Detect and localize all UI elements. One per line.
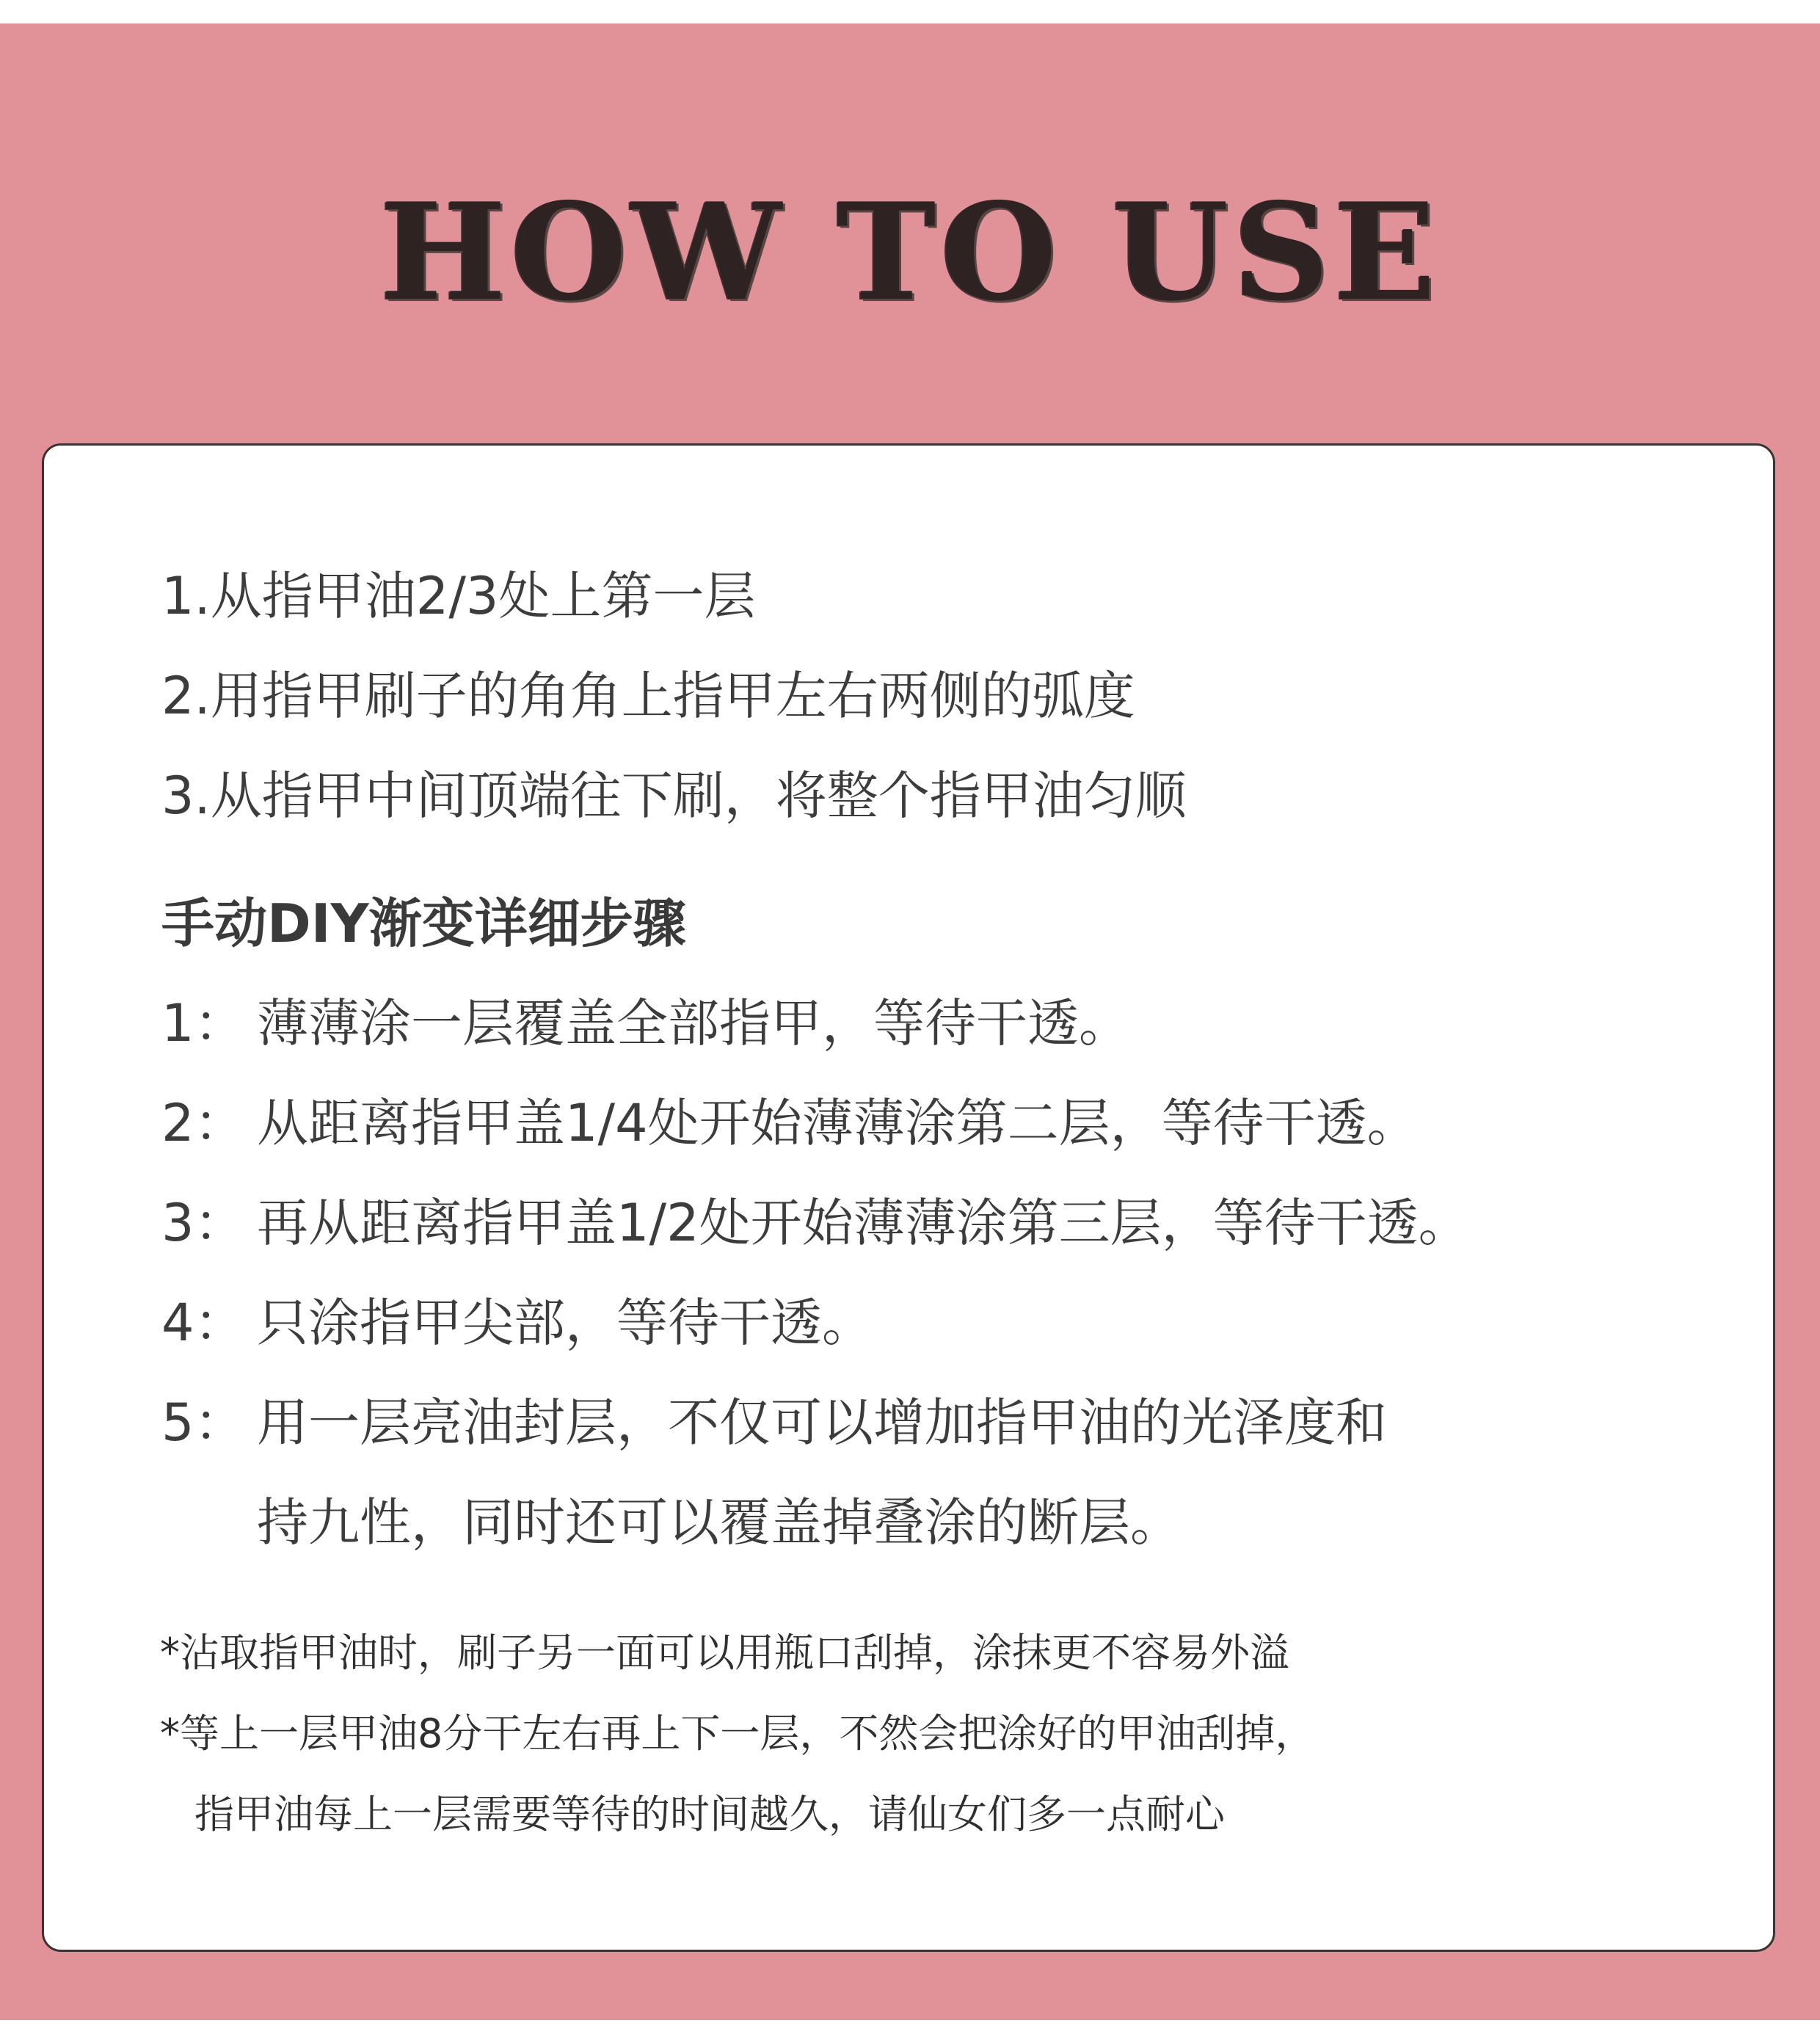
diy-step-number: 3： — [161, 1193, 246, 1253]
diy-step-text: 再从距离指甲盖1/2处开始薄薄涂第三层，等待干透。 — [257, 1193, 1470, 1253]
page-title: HOW TO USE — [379, 173, 1441, 330]
diy-step-3 — [161, 1193, 1470, 1253]
diy-step-text: 从距离指甲盖1/4处开始薄薄涂第二层，等待干透。 — [257, 1093, 1419, 1153]
diy-step-text: 只涂指甲尖部，等待干透。 — [257, 1293, 873, 1353]
basic-step-1: 1.从指甲油2/3处上第一层 — [161, 566, 756, 626]
diy-step-number: 2： — [161, 1093, 246, 1153]
basic-step-3: 3.从指甲中间顶端往下刷，将整个指甲油匀顺 — [161, 766, 1187, 826]
diy-step-1 — [161, 993, 1130, 1053]
diy-step-text: 薄薄涂一层覆盖全部指甲，等待干透。 — [257, 993, 1130, 1053]
instructions-card — [42, 443, 1775, 1952]
diy-step-2 — [161, 1093, 1419, 1153]
pink-background-panel — [0, 23, 1820, 2020]
diy-step-text: 用一层亮油封层，不仅可以增加指甲油的光泽度和 — [257, 1393, 1387, 1453]
basic-step-2: 2.用指甲刷子的角角上指甲左右两侧的弧度 — [161, 666, 1135, 726]
diy-step-4 — [161, 1293, 873, 1353]
tip-note-2-continuation: 指甲油每上一层需要等待的时间越久，请仙女们多一点耐心 — [194, 1791, 1225, 1837]
diy-step-number: 1： — [161, 993, 246, 1053]
diy-step-number: 5： — [161, 1393, 246, 1453]
diy-step-number: 4： — [161, 1293, 246, 1353]
diy-step-5 — [161, 1393, 1387, 1453]
tip-note-1: *沾取指甲油时，刷子另一面可以用瓶口刮掉，涂抹更不容易外溢 — [160, 1630, 1289, 1676]
diy-step-5-continuation: 持九性，同时还可以覆盖掉叠涂的断层。 — [257, 1492, 1182, 1553]
diy-heading: 手动DIY渐变详细步骤 — [161, 893, 686, 954]
tip-note-2: *等上一层甲油8分干左右再上下一层，不然会把涂好的甲油刮掉， — [160, 1710, 1315, 1757]
